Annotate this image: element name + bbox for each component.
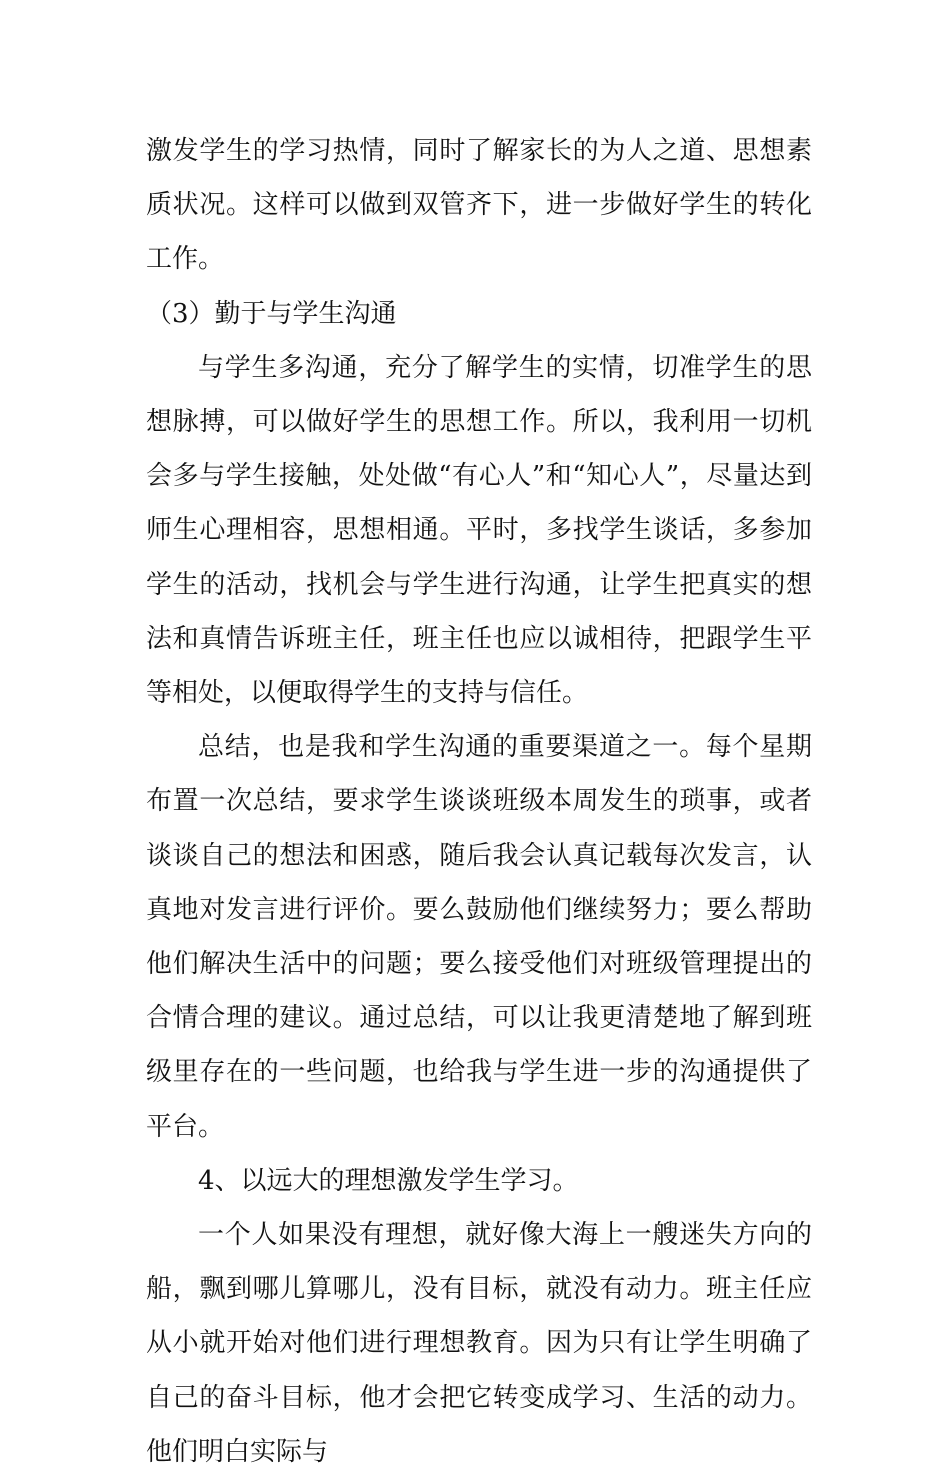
- section-heading-3: （3）勤于与学生沟通: [146, 298, 397, 329]
- paragraph-communication: 与学生多沟通，充分了解学生的实情，切准学生的思想脉搏，可以做好学生的思想工作。所以，我利用一切机会多与学生接触，处处做“有心人”和“知心人”，尽量达到师生心理相容，思想相通。平时，多找学生谈话，多参加学生的活动，找机会与学生进行沟通，让学生把真实的想法和真情告诉班主任，班主任也应以诚相待，把跟学生平等相处，以便取得学生的支持与信任。: [146, 352, 812, 709]
- section-heading-4: 4、以远大的理想激发学生学习。: [198, 1165, 579, 1196]
- paragraph-ideals: 一个人如果没有理想，就好像大海上一艘迷失方向的船，飘到哪儿算哪儿，没有目标，就没有动力。班主任应从小就开始对他们进行理想教育。因为只有让学生明确了自己的奋斗目标，他才会把它转变成学习、生活的动力。他们明白实际与: [146, 1220, 812, 1467]
- paragraph-continuation: 激发学生的学习热情，同时了解家长的为人之道、思想素质状况。这样可以做到双管齐下，进一步做好学生的转化工作。: [146, 136, 812, 275]
- paragraph-summary: 总结，也是我和学生沟通的重要渠道之一。每个星期布置一次总结，要求学生谈谈班级本周发生的琐事，或者谈谈自己的想法和困惑，随后我会认真记载每次发言，认真地对发言进行评价。要么鼓励他们继续努力；要么帮助他们解决生活中的问题；要么接受他们对班级管理提出的合情合理的建议。通过总结，可以让我更清楚地了解到班级里存在的一些问题，也给我与学生进一步的沟通提供了平台。: [146, 732, 812, 1142]
- document-body: [146, 124, 812, 1479]
